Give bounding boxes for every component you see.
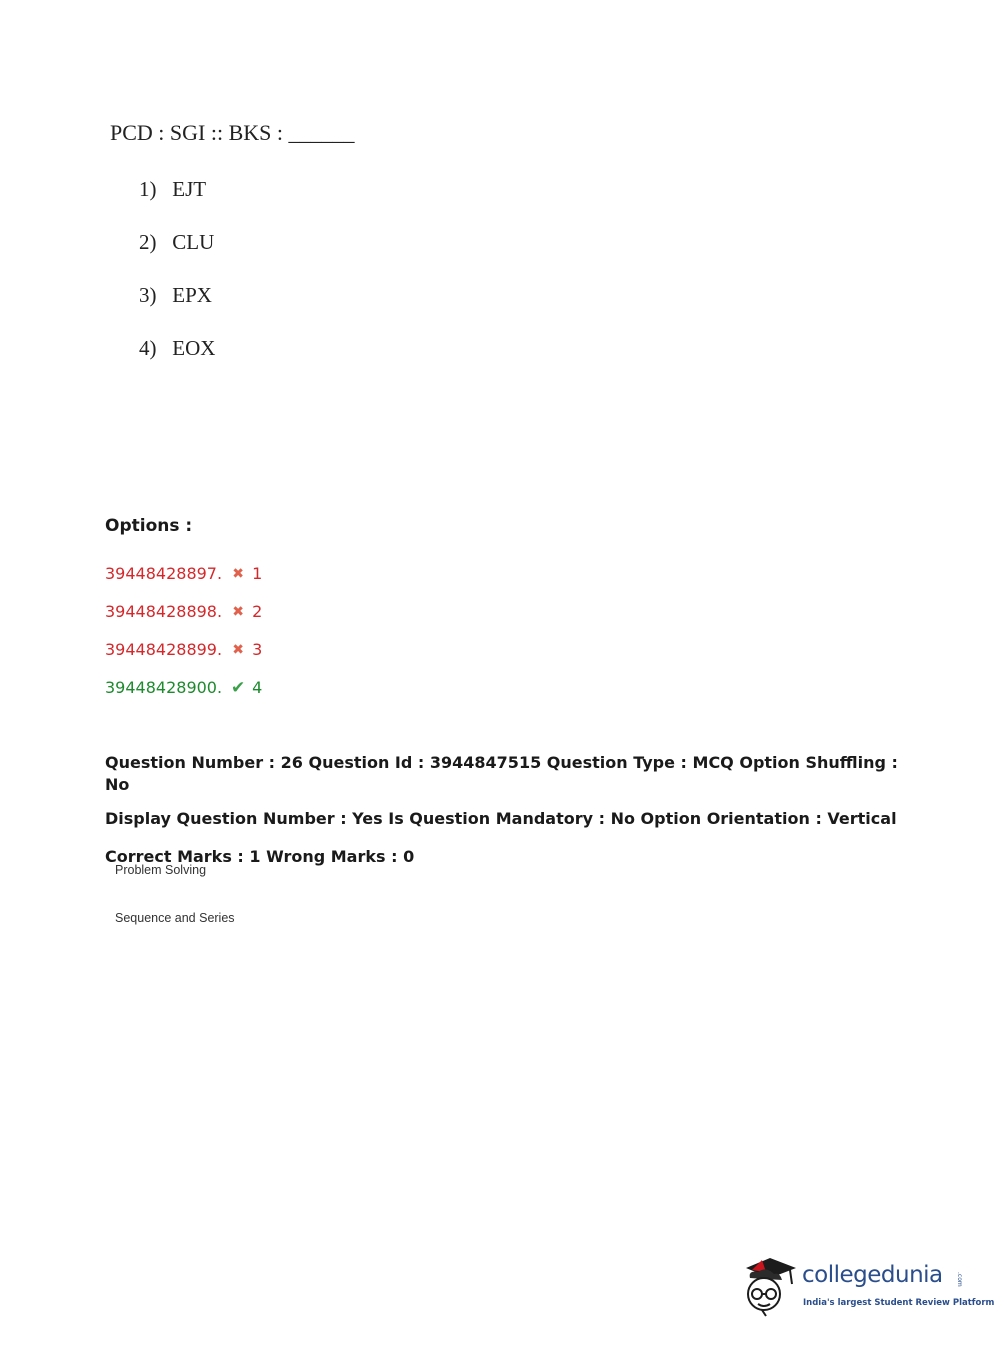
question-text: PCD : SGI :: BKS : ______ <box>110 120 355 145</box>
option-id: 39448428897. <box>105 564 223 583</box>
option-label: 1 <box>252 564 263 583</box>
meta-line-question-info: Question Number : 26 Question Id : 3944847515 Question Type : MCQ Option Shuffling : No <box>105 753 898 794</box>
checkmark-icon: ✔ <box>230 678 246 698</box>
choice-item <box>139 228 215 281</box>
meta-line-marks: Correct Marks : 1 Wrong Marks : 0 <box>105 847 415 866</box>
option-item <box>105 631 262 669</box>
option-label: 3 <box>252 640 263 659</box>
cross-icon: ✖ <box>232 604 244 620</box>
options-heading: Options : <box>105 516 193 536</box>
meta-line-display-info: Display Question Number : Yes Is Question Mandatory : No Option Orientation : Vertical <box>105 809 897 828</box>
collegedunia-logo <box>740 1250 995 1320</box>
choice-text: EJT <box>172 177 207 201</box>
question-meta <box>105 752 925 868</box>
choice-number: 3) <box>139 283 157 307</box>
cross-icon: ✖ <box>232 566 244 582</box>
option-id: 39448428900. <box>105 678 223 697</box>
mascot-icon <box>740 1250 802 1320</box>
option-item <box>105 669 262 707</box>
choice-number: 1) <box>139 177 157 201</box>
option-label: 2 <box>252 602 263 621</box>
choice-item <box>139 334 215 387</box>
choice-item <box>139 281 215 334</box>
topic-tag: Sequence and Series <box>115 911 235 925</box>
choice-number: 4) <box>139 336 157 360</box>
choice-item <box>139 175 215 228</box>
choice-number: 2) <box>139 230 157 254</box>
options-list <box>105 555 262 707</box>
choice-text: CLU <box>172 230 215 254</box>
cross-icon: ✖ <box>232 642 244 658</box>
logo-suffix: .com <box>956 1272 963 1287</box>
subject-tag: Problem Solving <box>115 863 207 877</box>
option-id: 39448428898. <box>105 602 223 621</box>
option-item <box>105 555 262 593</box>
logo-tagline: India's largest Student Review Platform <box>803 1298 995 1308</box>
question-choices <box>139 175 215 387</box>
option-id: 39448428899. <box>105 640 223 659</box>
logo-wordmark: collegedunia <box>802 1262 943 1288</box>
choice-text: EOX <box>172 336 216 360</box>
option-item <box>105 593 262 631</box>
option-label: 4 <box>252 678 263 697</box>
choice-text: EPX <box>172 283 212 307</box>
